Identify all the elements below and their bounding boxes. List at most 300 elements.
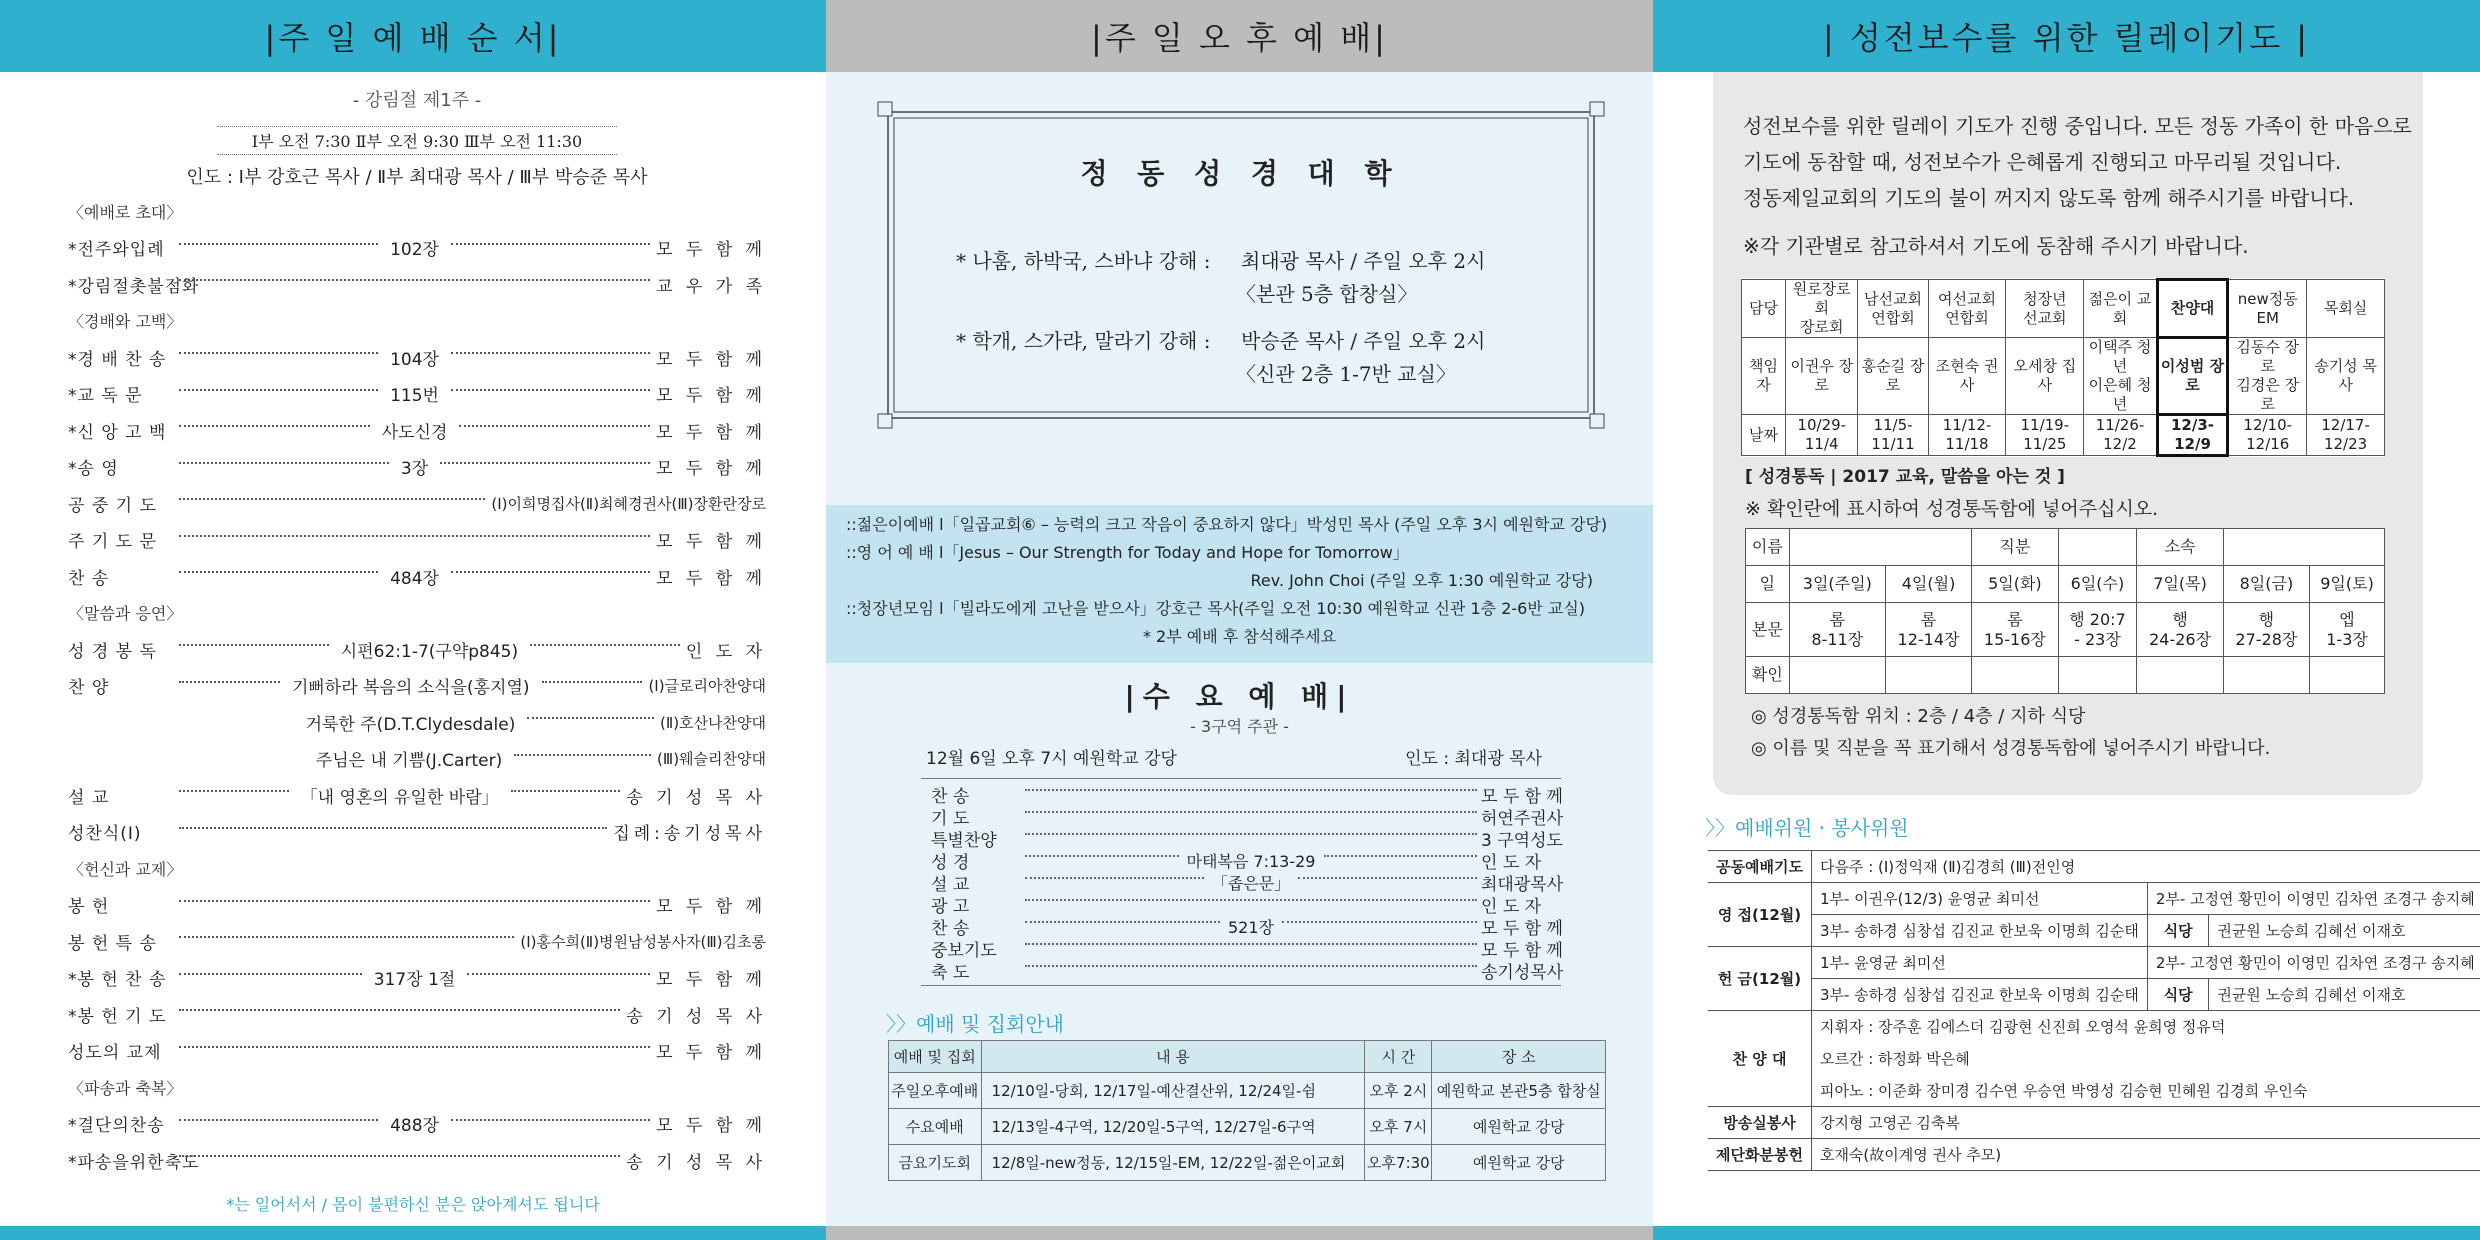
wednesday-item (921, 805, 1564, 829)
wednesday-order (921, 778, 1564, 986)
panel-title: |주 일 오 후 예 배| (826, 0, 1653, 72)
table-row (1708, 1011, 2480, 1043)
item-person: 인 도 자 (1481, 852, 1542, 873)
leader-dots (179, 535, 650, 537)
staff-key: 공동예배기도 (1708, 851, 1811, 883)
relay-cell: 이택주 청년 이은혜 청년 (2084, 338, 2157, 415)
item-content: 484장 (390, 568, 439, 589)
relay-cell: 젊은이 교회 (2084, 280, 2157, 338)
staff-value: 1부- 이권우(12/3) 윤영균 최미선 (1811, 883, 2147, 915)
table-row (1708, 1075, 2480, 1107)
table-row (1708, 947, 2480, 979)
ann-cell: 금요기도회 (889, 1145, 982, 1181)
item-content: 3장 (400, 459, 429, 480)
relay-cell: 찬양대 (2157, 280, 2228, 338)
ann-cell: 예원학교 본관5층 합창실 (1432, 1073, 1606, 1109)
staff-key: 제단화분봉헌 (1708, 1139, 1811, 1171)
item-person: 인 도 자 (1481, 896, 1542, 917)
table-row (1708, 851, 2480, 883)
afternoon-worship-panel (826, 0, 1653, 1240)
order-item (68, 522, 766, 559)
order-item (68, 412, 766, 449)
item-person: 송기성목사 (1481, 962, 1564, 983)
item-label: 설 교 (68, 787, 110, 808)
leader-dots (530, 644, 680, 646)
leader-dots (1025, 833, 1477, 835)
item-middle (173, 746, 657, 771)
item-content: 주님은 내 기쁨(J.Carter) (315, 751, 503, 772)
ann-head: 시 간 (1365, 1041, 1432, 1073)
item-middle (173, 502, 491, 504)
table-row (1708, 883, 2480, 915)
order-item (68, 741, 766, 778)
item-label: 특별찬양 (931, 830, 997, 851)
leader-dots (451, 243, 650, 245)
item-label: *파송을위한축도 (68, 1152, 200, 1173)
staff-key: 영 접(12월) (1708, 883, 1811, 947)
item-person: 모 두 함 께 (656, 568, 766, 589)
check-box[interactable] (2310, 657, 2385, 694)
relay-cell: 12/10-12/16 (2228, 415, 2307, 456)
leader-dots (179, 1119, 378, 1121)
item-middle (173, 235, 656, 260)
wednesday-item (921, 783, 1561, 805)
course2-info: 박승준 목사 / 주일 오후 2시 (1241, 329, 1486, 353)
leader-dots (514, 754, 651, 756)
wednesday-item (921, 915, 1561, 937)
relay-cell: 오세창 집사 (2006, 338, 2084, 415)
staff-title: 〉〉예배위원 · 봉사위원 (1705, 816, 1909, 840)
staff-value: 식당 (2147, 915, 2208, 947)
relay-cell: 목회실 (2307, 280, 2385, 338)
bottom-bar (1653, 1226, 2480, 1240)
table-row (1708, 915, 2480, 947)
staff-value: 1부- 윤영균 최미선 (1811, 947, 2147, 979)
service-times: Ⅰ부 오전 7:30 Ⅱ부 오전 9:30 Ⅲ부 오전 11:30 (217, 126, 617, 155)
relay-cell: 조현숙 권사 (1928, 338, 2006, 415)
item-middle (173, 831, 613, 833)
ann-head: 예배 및 집회 (889, 1041, 982, 1073)
leader-dots (1282, 921, 1477, 923)
relay-cell: 11/19-11/25 (2006, 415, 2084, 456)
leader-dots (527, 717, 654, 719)
table-row (1746, 529, 2385, 566)
bible-cell: 7일(목) (2137, 566, 2223, 603)
wednesday-leader: 인도 : 최대광 목사 (1405, 749, 1542, 769)
bible-reading-title: [ 성경통독 | 2017 교육, 말씀을 아는 것 ] (1745, 467, 2065, 487)
relay-schedule-table (1741, 278, 2385, 457)
ann-head: 장 소 (1432, 1041, 1606, 1073)
ann-cell: 오후 7시 (1365, 1109, 1432, 1145)
bible-cell: 5일(화) (1972, 566, 2058, 603)
table-row (1708, 1107, 2480, 1139)
item-person: 모 두 함 께 (656, 422, 766, 443)
bible-cell: 일 (1746, 566, 1790, 603)
table-row (1742, 338, 2385, 415)
item-person: 모 두 함 께 (1481, 918, 1563, 939)
leader-dots (179, 243, 378, 245)
item-label: *봉 헌 기 도 (68, 1006, 167, 1027)
item-content: 마태복음 7:13-29 (1186, 851, 1316, 871)
org-label: 소속 (2137, 529, 2223, 566)
position-field[interactable] (2058, 529, 2137, 566)
ann-cell: 오후7:30 (1365, 1145, 1432, 1181)
item-person: 송 기 성 목 사 (626, 787, 766, 808)
item-label: *봉 헌 찬 송 (68, 970, 167, 991)
announcement-title: 〉〉예배 및 집회안내 (886, 1012, 1064, 1036)
leader-dots (179, 462, 389, 464)
relay-cell: 12/3-12/9 (2157, 415, 2228, 456)
staff-value: 2부- 고정연 황민이 이영민 김차연 조경구 송지혜 (2147, 883, 2480, 915)
order-item (68, 1106, 766, 1143)
ann-cell: 12/13일-4구역, 12/20일-5구역, 12/27일-6구역 (981, 1109, 1365, 1145)
bullet-instruction: ◎ 이름 및 직분을 꼭 표기해서 성경통독함에 넣어주시기 바랍니다. (1751, 738, 2271, 759)
item-label: 공 중 기 도 (68, 495, 157, 516)
order-item (68, 1142, 766, 1179)
order-item (68, 449, 766, 486)
english-service: ::영 어 예 배 l「Jesus – Our Strength for Today and Hope for Tomorrow」 (846, 543, 1409, 562)
table-row (1746, 603, 2385, 657)
relay-intro (1743, 108, 2423, 216)
item-person: 모 두 함 께 (656, 970, 766, 991)
bullet-location: ◎ 성경통독함 위치 : 2층 / 4층 / 지하 식당 (1751, 706, 2086, 727)
name-label: 이름 (1746, 529, 1790, 566)
table-row (889, 1145, 1606, 1181)
staff-key: 방송실봉사 (1708, 1107, 1811, 1139)
order-item (68, 339, 766, 376)
item-content: 거룩한 주(D.T.Clydesdale) (305, 714, 516, 735)
leader-dots (179, 900, 650, 902)
item-person: 최대광목사 (1481, 874, 1564, 895)
order-item (68, 266, 766, 303)
name-field[interactable] (1789, 529, 1971, 566)
relay-cell: 담당 (1742, 280, 1786, 338)
item-person: 3 구역성도 (1481, 830, 1563, 851)
item-label: *경 배 찬 송 (68, 349, 167, 370)
item-person: (Ⅰ)홍수희(Ⅱ)병원남성봉사자(Ⅲ)김초롱 (520, 932, 766, 951)
item-label: 설 교 (931, 874, 970, 895)
item-person: 모 두 함 께 (656, 532, 766, 553)
item-label: *송 영 (68, 459, 119, 480)
staff-key: 헌 금(12월) (1708, 947, 1811, 1011)
order-item (68, 887, 766, 924)
check-box[interactable] (1885, 657, 1971, 694)
item-content: 시편62:1-7(구약p845) (340, 641, 519, 662)
org-field[interactable] (2223, 529, 2384, 566)
item-person: (Ⅱ)호산나찬양대 (659, 713, 766, 732)
leader-dots (459, 425, 650, 427)
leader-dots (542, 681, 643, 683)
order-item (68, 376, 766, 413)
bible-college-title: 정 동 성 경 대 학 (1080, 157, 1402, 190)
table-row (1746, 657, 2385, 694)
item-label: 광 고 (931, 896, 970, 917)
staff-table (1708, 850, 2480, 1171)
relay-prayer-panel (1653, 0, 2480, 1240)
leader-dots (451, 389, 650, 391)
item-person: 송 기 성 목 사 (626, 1006, 766, 1027)
item-label: 성찬식(Ⅰ) (68, 824, 142, 845)
item-person: 교 우 가 족 (656, 276, 766, 297)
check-box[interactable] (2137, 657, 2223, 694)
item-person: 허연주권사 (1481, 808, 1564, 829)
order-item (68, 668, 766, 705)
item-middle (173, 1013, 626, 1015)
table-row (1708, 1043, 2480, 1075)
section-heading: 〈말씀과 응연〉 (68, 604, 183, 624)
bible-cell: 3일(주일) (1789, 566, 1885, 603)
item-middle (173, 904, 656, 906)
check-box[interactable] (2223, 657, 2309, 694)
staff-value: 피아노 : 이준화 장미경 김수연 우승연 박영성 김승현 민혜원 김경희 우인숙 (1811, 1075, 2480, 1107)
leader-dots (1025, 877, 1204, 879)
item-content: 102장 (390, 240, 439, 261)
order-item (68, 485, 766, 522)
order-item (68, 923, 766, 960)
wednesday-item (921, 937, 1561, 959)
relay-cell: 원로장로회 장로회 (1786, 280, 1858, 338)
section-heading: 〈파송과 축복〉 (68, 1078, 183, 1098)
section-heading: 〈헌신과 교제〉 (68, 859, 183, 879)
leader-dots (179, 936, 514, 938)
staff-value: 권균원 노승희 김혜선 이재호 (2209, 915, 2480, 947)
leader-dots (511, 790, 621, 792)
bible-cell: 행 27-28장 (2223, 603, 2309, 657)
service-leaders: 인도 : Ⅰ부 강호근 목사 / Ⅱ부 최대광 목사 / Ⅲ부 박승준 목사 (186, 167, 648, 188)
bible-college-frame (876, 100, 1606, 430)
item-label: 찬 양 (68, 678, 110, 699)
order-item (68, 814, 766, 851)
table-row (889, 1073, 1606, 1109)
item-person: 모 두 함 께 (1481, 940, 1563, 961)
item-middle (173, 283, 656, 285)
wednesday-item (921, 871, 1564, 895)
item-middle (173, 965, 656, 990)
leader-dots (179, 681, 280, 683)
item-content: 317장 1절 (373, 970, 456, 991)
check-box[interactable] (1972, 657, 2058, 694)
leader-dots (451, 352, 650, 354)
item-person: 모 두 함 께 (656, 1043, 766, 1064)
bible-cell: 행 24-26장 (2137, 603, 2223, 657)
staff-value: 호재숙(故이계영 권사 추모) (1811, 1139, 2480, 1171)
relay-cell: 12/17-12/23 (2307, 415, 2385, 456)
relay-cell: 홍순길 장로 (1858, 338, 1928, 415)
item-person: (Ⅰ)이희명집사(Ⅱ)최혜경권사(Ⅲ)장환란장로 (491, 494, 766, 513)
relay-cell: new정동 EM (2228, 280, 2307, 338)
wednesday-date: 12월 6일 오후 7시 예원학교 강당 (926, 749, 1177, 769)
check-box[interactable] (2058, 657, 2137, 694)
item-label: 기 도 (931, 808, 970, 829)
panel-title: |주 일 예 배 순 서| (0, 0, 826, 72)
order-item (68, 631, 766, 668)
section-heading: 〈예배로 초대〉 (68, 202, 183, 222)
item-middle (173, 418, 656, 443)
section-heading: 〈경배와 고백〉 (68, 312, 183, 332)
leader-dots (1025, 943, 1477, 945)
bible-cell: 4일(월) (1885, 566, 1971, 603)
order-item (68, 960, 766, 997)
relay-cell: 남선교회 연합회 (1858, 280, 1928, 338)
table-row (889, 1109, 1606, 1145)
item-person: 모 두 함 께 (656, 349, 766, 370)
leader-dots (179, 827, 607, 829)
ann-cell: 12/8일-new정동, 12/15일-EM, 12/22일-젊은이교회 (981, 1145, 1365, 1181)
item-label: 성 경 봉 독 (68, 641, 157, 662)
relay-cell: 10/29-11/4 (1786, 415, 1858, 456)
leader-dots (451, 1119, 650, 1121)
leader-dots (179, 389, 378, 391)
relay-cell: 여선교회 연합회 (1928, 280, 2006, 338)
relay-cell: 이성범 장로 (2157, 338, 2228, 415)
leader-dots (451, 571, 650, 573)
item-content: 488장 (390, 1116, 439, 1137)
leader-dots (179, 1009, 620, 1011)
item-person: (Ⅲ)웨슬리찬양대 (657, 750, 766, 769)
wednesday-host: - 3구역 주관 - (1190, 717, 1289, 736)
ann-cell: 12/10일-당회, 12/17일-예산결산위, 12/24일-쉼 (981, 1073, 1365, 1109)
item-label: 성 경 (931, 852, 970, 873)
item-label: 축 도 (931, 962, 970, 983)
item-person: 인 도 자 (685, 641, 766, 662)
item-person: 모 두 함 께 (656, 459, 766, 480)
item-person: 집례:송기성목사 (613, 824, 766, 845)
item-middle (173, 454, 656, 479)
leader-dots (179, 1046, 650, 1048)
item-middle (173, 1159, 626, 1161)
wednesday-item (921, 827, 1561, 849)
item-label: *교 독 문 (68, 386, 143, 407)
staff-value: 식당 (2147, 979, 2208, 1011)
adult-meeting: ::청장년모임 l「빌라도에게 고난을 받으사」강호근 목사(주일 오전 10:30 예원학교 신관 1층 2-6반 교실) (846, 599, 1586, 618)
ann-cell: 예원학교 강당 (1432, 1109, 1606, 1145)
check-label: 확인 (1746, 657, 1790, 694)
leader-dots (179, 973, 362, 975)
wednesday-info (926, 744, 1542, 769)
item-middle (173, 1111, 656, 1136)
item-content: 104장 (390, 349, 439, 370)
ann-cell: 오후 2시 (1365, 1073, 1432, 1109)
item-label: 봉 헌 (68, 897, 110, 918)
item-person: 모 두 함 께 (656, 386, 766, 407)
order-item (68, 777, 766, 814)
bible-cell: 8일(금) (2223, 566, 2309, 603)
item-label: *결단의찬송 (68, 1116, 165, 1137)
english-service-detail: Rev. John Choi (주일 오후 1:30 예원학교 강당) (1250, 571, 1593, 590)
leader-dots (179, 790, 289, 792)
order-list (68, 193, 766, 1179)
item-person: 모 두 함 께 (656, 897, 766, 918)
item-content: 115번 (390, 386, 439, 407)
item-content: 「좁은문」 (1211, 873, 1291, 893)
relay-cell: 송기성 목사 (2307, 338, 2385, 415)
table-row (1708, 979, 2480, 1011)
table-row (1708, 1139, 2480, 1171)
other-services-band (826, 505, 1653, 663)
item-middle (173, 637, 686, 662)
table-row (1742, 280, 2385, 338)
item-label: 찬 송 (931, 786, 970, 807)
leader-dots (179, 425, 370, 427)
bible-reading-table (1745, 528, 2385, 694)
order-of-worship-panel (0, 0, 826, 1240)
bible-cell: 본문 (1746, 603, 1790, 657)
order-item (68, 558, 766, 595)
item-content: 521장 (1228, 917, 1274, 937)
order-item (68, 704, 766, 741)
standing-footnote: *는 일어서서 / 몸이 불편하신 분은 앉아계셔도 됩니다 (226, 1195, 600, 1214)
order-item (68, 1033, 766, 1070)
leader-dots (440, 462, 650, 464)
item-middle (173, 1050, 656, 1052)
item-middle (173, 564, 656, 589)
item-person: 모 두 함 께 (656, 1116, 766, 1137)
relay-cell: 11/26-12/2 (2084, 415, 2157, 456)
course2-name: * 학개, 스가랴, 말라기 강해 : (956, 329, 1211, 353)
item-middle (173, 539, 656, 541)
item-person: 모 두 함 께 (656, 240, 766, 261)
item-middle (173, 710, 660, 735)
leader-dots (1025, 855, 1179, 857)
item-middle (173, 940, 520, 942)
item-middle (173, 783, 626, 808)
item-label: 성도의 교제 (68, 1043, 162, 1064)
position-label: 직분 (1972, 529, 2058, 566)
leader-dots (1025, 965, 1477, 967)
course2-place: 〈신관 2층 1-7반 교실〉 (1236, 362, 1456, 386)
staff-value: 강지형 고영곤 김축복 (1811, 1107, 2480, 1139)
course1-info: 최대광 목사 / 주일 오후 2시 (1241, 249, 1486, 273)
order-item (68, 230, 766, 267)
item-content: 사도신경 (381, 422, 448, 443)
order-item (68, 996, 766, 1033)
relay-note: ※각 기관별로 참고하셔서 기도에 동참해 주시기 바랍니다. (1743, 234, 2249, 258)
leader-dots (179, 1155, 620, 1157)
leader-dots (1025, 789, 1477, 791)
leader-dots (467, 973, 650, 975)
staff-value: 2부- 고정연 황민이 이영민 김차연 조경구 송지혜 (2147, 947, 2480, 979)
course1-place: 〈본관 5층 합창실〉 (1236, 282, 1418, 306)
liturgical-week: - 강림절 제1주 - (352, 90, 482, 111)
item-label: 중보기도 (931, 940, 997, 961)
leader-dots (179, 352, 378, 354)
item-label: 찬 송 (931, 918, 970, 939)
item-label: 봉 헌 특 송 (68, 933, 157, 954)
wednesday-item (921, 893, 1561, 915)
leader-dots (1025, 811, 1477, 813)
bible-cell: 롬 8-11장 (1789, 603, 1885, 657)
leader-dots (1025, 921, 1220, 923)
leader-dots (179, 644, 329, 646)
check-box[interactable] (1789, 657, 1885, 694)
ann-head: 내 용 (981, 1041, 1365, 1073)
item-middle (173, 673, 648, 698)
ann-cell: 예원학교 강당 (1432, 1145, 1606, 1181)
leader-dots (179, 571, 378, 573)
intro-line: 성전보수를 위한 릴레이 기도가 진행 중입니다. 모든 정동 가족이 한 마음으로 (1743, 114, 2412, 138)
ann-cell: 수요예배 (889, 1109, 982, 1145)
intro-line: 기도에 동참할 때, 성전보수가 은혜롭게 진행되고 마무리될 것입니다. (1743, 150, 2342, 174)
intro-line: 정동제일교회의 기도의 불이 꺼지지 않도록 함께 해주시기를 바랍니다. (1743, 186, 2355, 210)
ann-cell: 주일오후예배 (889, 1073, 982, 1109)
announcement-table (888, 1040, 1606, 1181)
band-note: * 2부 예배 후 참석해주세요 (1142, 627, 1337, 646)
relay-cell: 11/12-11/18 (1928, 415, 2006, 456)
bible-cell: 행 20:7 - 23장 (2058, 603, 2137, 657)
bible-cell: 롬 12-14장 (1885, 603, 1971, 657)
item-label: *강림절촛불점화 (68, 276, 200, 297)
panel-title: | 성전보수를 위한 릴레이기도 | (1653, 0, 2480, 72)
